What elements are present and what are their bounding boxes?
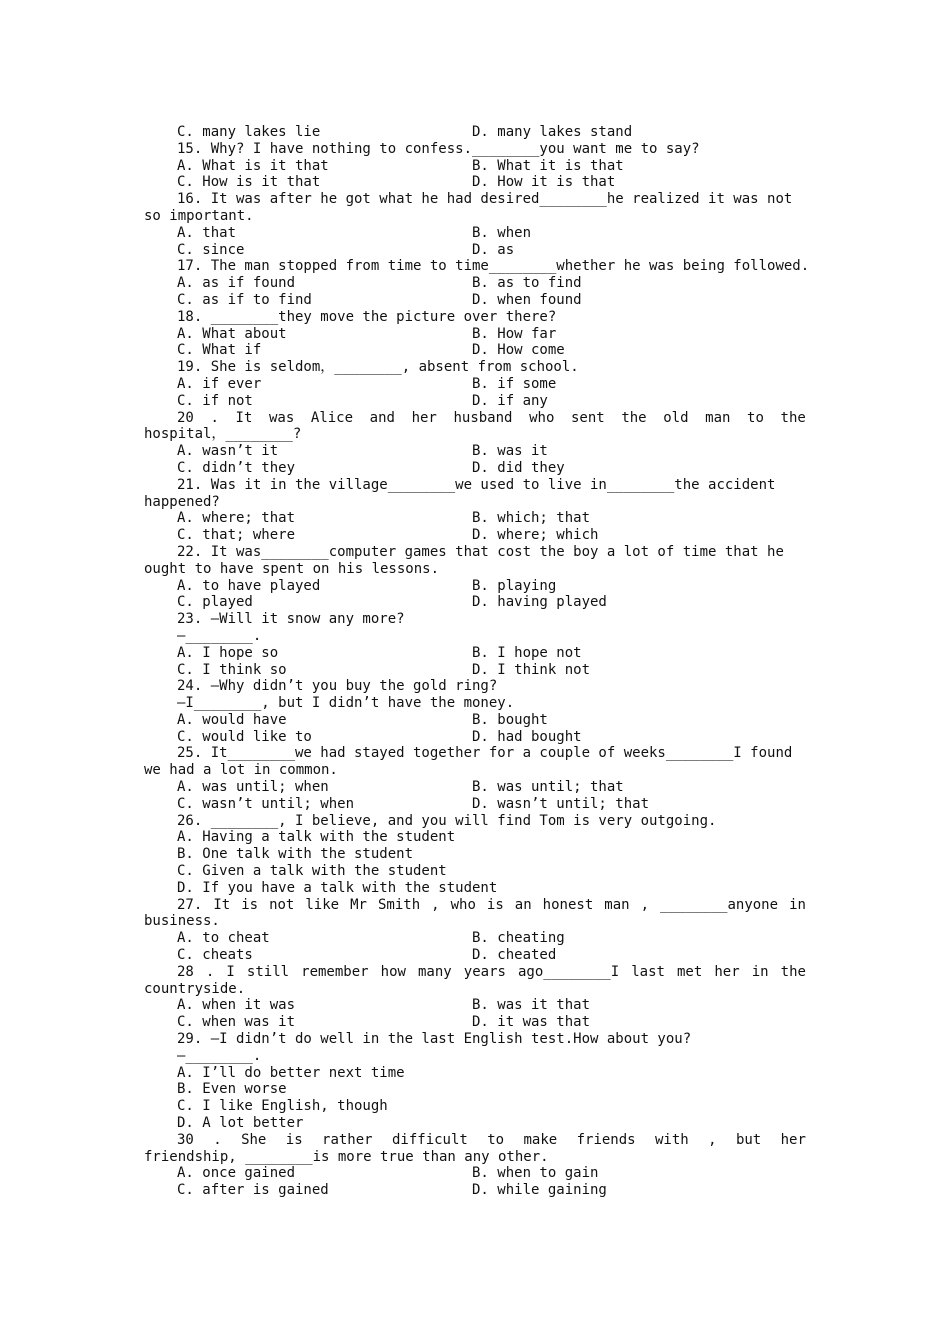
line-text: countryside.	[144, 980, 246, 997]
option-row	[144, 729, 806, 746]
question-continuation	[144, 208, 806, 225]
question-line	[144, 611, 806, 628]
line-text: friendship, ________is more true than any other.	[144, 1148, 549, 1165]
line-text	[177, 897, 806, 914]
option-right: D. cheated	[472, 947, 557, 964]
line-text: B. Even worse	[177, 1081, 287, 1098]
option-left: C. wasn’t until; when	[177, 795, 355, 812]
option-left: A. to have played	[177, 577, 321, 594]
option-right: D. had bought	[472, 728, 582, 745]
line-text: so important.	[144, 207, 254, 224]
question-line	[144, 678, 806, 695]
option-right: B. bought	[472, 711, 548, 728]
word: I	[226, 963, 235, 980]
option-row	[144, 124, 806, 141]
question-line	[144, 258, 810, 275]
question-list	[144, 124, 810, 1199]
word: who	[450, 896, 476, 913]
word: make	[523, 1131, 558, 1148]
word: her	[714, 963, 740, 980]
word: like	[305, 896, 340, 913]
word: remember	[301, 963, 369, 980]
option-row	[144, 443, 806, 460]
option-right: D. it was that	[472, 1014, 591, 1031]
option-left: C. didn’t they	[177, 459, 296, 476]
option-left: A. when it was	[177, 997, 296, 1014]
line-text: 23. —Will it snow any more?	[177, 611, 405, 628]
option-right: D. wasn’t until; that	[472, 795, 650, 812]
line-text: C. Given a talk with the student	[177, 863, 447, 880]
option-left: A. wasn’t it	[177, 443, 279, 460]
option-row	[144, 712, 806, 729]
question-line	[144, 745, 806, 762]
option-row	[144, 158, 806, 175]
word: friends	[576, 1131, 636, 1148]
word: Mr	[350, 896, 367, 913]
option-row	[144, 527, 806, 544]
line-text: 26. ________, I believe, and you will find Tom is very outgoing.	[177, 812, 717, 829]
option-right: B. if some	[472, 375, 557, 392]
option-right: D. having played	[472, 594, 607, 611]
option-row	[144, 930, 806, 947]
option-right: B. How far	[472, 325, 557, 342]
word: Smith	[377, 896, 421, 913]
word: and	[369, 409, 395, 426]
option-row	[144, 578, 806, 595]
option-left: A. if ever	[177, 375, 262, 392]
option-row	[144, 1014, 806, 1031]
word: the	[780, 963, 806, 980]
question-continuation	[144, 494, 806, 511]
option-row	[144, 997, 806, 1014]
question-line	[144, 1132, 806, 1149]
word: ________anyone	[660, 896, 779, 913]
option-row	[144, 376, 806, 393]
option-right: B. playing	[472, 577, 557, 594]
option-left: C. many lakes lie	[177, 124, 321, 140]
word: still	[246, 963, 290, 980]
option-left: C. would like to	[177, 728, 312, 745]
question-line	[144, 477, 806, 494]
option-right: D. while gaining	[472, 1182, 607, 1199]
option-right: D. when found	[472, 291, 582, 308]
line-text: —________.	[177, 1047, 262, 1064]
question-line	[144, 544, 806, 561]
word: who	[529, 409, 555, 426]
line-text: ought to have spent on his lessons.	[144, 560, 440, 577]
question-line	[144, 628, 806, 645]
option-left: A. that	[177, 224, 237, 241]
option-right: B. What it is that	[472, 157, 624, 174]
option-right: B. was it	[472, 443, 548, 460]
line-text: D. If you have a talk with the student	[177, 879, 498, 896]
question-line	[144, 829, 806, 846]
option-row	[144, 275, 806, 292]
line-text: A. Having a talk with the student	[177, 829, 456, 846]
line-text: 19. She is seldom，________, absent from school.	[177, 359, 579, 376]
word: honest	[542, 896, 594, 913]
option-left: A. to cheat	[177, 930, 270, 947]
word: the	[780, 409, 806, 426]
word: in	[789, 896, 806, 913]
word: She	[241, 1131, 267, 1148]
option-left: C. if not	[177, 392, 253, 409]
line-text: 25. It________we had stayed together for a couple of weeks________I found	[177, 745, 793, 762]
line-text: business.	[144, 913, 220, 930]
option-right: B. when to gain	[472, 1165, 599, 1182]
question-line	[144, 863, 806, 880]
word: man	[604, 896, 630, 913]
option-left: A. where; that	[177, 510, 296, 527]
word: ,	[640, 896, 650, 913]
option-row	[144, 510, 806, 527]
option-row	[144, 662, 806, 679]
question-line	[144, 1065, 806, 1082]
line-text: 24. —Why didn’t you buy the gold ring?	[177, 678, 498, 695]
option-right: D. I think not	[472, 661, 591, 678]
word: her	[411, 409, 437, 426]
word: not	[269, 896, 295, 913]
word: many	[418, 963, 452, 980]
option-right: D. did they	[472, 459, 565, 476]
question-line	[144, 964, 806, 981]
option-left: A. as if found	[177, 275, 296, 292]
option-left: C. cheats	[177, 947, 253, 964]
line-text: 29. —I didn’t do well in the last English test.How about you?	[177, 1031, 692, 1048]
line-text: we had a lot in common.	[144, 762, 338, 779]
line-text: A. I’ll do better next time	[177, 1064, 405, 1081]
word: is	[241, 896, 259, 913]
word: It	[213, 896, 231, 913]
option-right: D. where; which	[472, 527, 599, 544]
word: 30	[177, 1131, 194, 1148]
option-right: D. as	[472, 241, 515, 258]
word: is	[486, 896, 504, 913]
line-text: 18. ________they move the picture over there?	[177, 308, 557, 325]
option-row	[144, 947, 806, 964]
option-right: B. was it that	[472, 997, 591, 1014]
option-row	[144, 393, 806, 410]
question-line	[144, 359, 806, 376]
word: last	[631, 963, 665, 980]
word: to	[487, 1131, 505, 1148]
option-right: B. which; that	[472, 510, 591, 527]
word: It	[235, 409, 253, 426]
line-text: —I________, but I didn’t have the money.	[177, 695, 515, 712]
option-left: C. when was it	[177, 1014, 296, 1031]
word: years	[463, 963, 506, 980]
option-right: B. I hope not	[472, 644, 582, 661]
question-continuation	[144, 1149, 806, 1166]
word: old	[663, 409, 689, 426]
option-left: A. I hope so	[177, 644, 279, 661]
word: how	[380, 963, 406, 980]
option-row	[144, 1182, 806, 1199]
option-row	[144, 796, 806, 813]
question-line	[144, 813, 806, 830]
word: was	[268, 409, 295, 426]
line-text: 22. It was________computer games that cost the boy a lot of time that he	[177, 543, 784, 560]
line-text: B. One talk with the student	[177, 846, 414, 863]
question-line	[144, 1081, 806, 1098]
line-text: 17. The man stopped from time to time________whether he was being followed.	[177, 258, 810, 275]
word: is	[285, 1131, 303, 1148]
word: Alice	[310, 409, 354, 426]
option-left: A. was until; when	[177, 779, 329, 796]
option-row	[144, 460, 806, 477]
question-line	[144, 1098, 806, 1115]
option-left: C. as if to find	[177, 291, 312, 308]
word: husband	[453, 409, 513, 426]
line-text: C. I like English, though	[177, 1098, 388, 1115]
question-line	[144, 846, 806, 863]
word: in	[751, 963, 769, 980]
question-line	[144, 897, 806, 914]
option-row	[144, 594, 806, 611]
option-left: C. What if	[177, 342, 262, 359]
word: .	[210, 409, 219, 426]
option-left: C. after is gained	[177, 1182, 329, 1199]
question-continuation	[144, 762, 806, 779]
question-line	[144, 1048, 806, 1065]
option-row	[144, 326, 806, 343]
word: met	[677, 963, 703, 980]
word: rather	[322, 1131, 373, 1148]
option-left: A. What is it that	[177, 157, 329, 174]
question-line	[144, 1115, 806, 1132]
option-right: B. was until; that	[472, 779, 624, 796]
option-left: C. How is it that	[177, 174, 321, 191]
word: the	[621, 409, 647, 426]
word: to	[747, 409, 764, 426]
option-row	[144, 342, 806, 359]
question-line	[144, 141, 806, 158]
option-right: D. How it is that	[472, 174, 616, 191]
word: an	[514, 896, 532, 913]
question-continuation	[144, 561, 806, 578]
option-row	[144, 242, 806, 259]
question-line	[144, 410, 806, 427]
question-continuation	[144, 981, 806, 998]
option-left: A. once gained	[177, 1165, 296, 1182]
word: ago________I	[518, 963, 620, 980]
option-row	[144, 645, 806, 662]
word: .	[205, 963, 215, 980]
option-right: D. if any	[472, 392, 548, 409]
option-left: A. would have	[177, 711, 287, 728]
option-row	[144, 174, 806, 191]
word: sent	[571, 409, 605, 426]
word: with	[655, 1131, 689, 1148]
word: 20	[177, 409, 194, 426]
line-text	[177, 410, 806, 427]
line-text: 21. Was it in the village________we used to live in________the accident	[177, 476, 776, 493]
option-right: B. cheating	[472, 930, 565, 947]
line-text: 15. Why? I have nothing to confess.________you want me to say?	[177, 140, 700, 157]
line-text: 16. It was after he got what he had desired________he realized it was not	[177, 191, 793, 208]
option-row	[144, 779, 806, 796]
option-left: A. What about	[177, 325, 287, 342]
option-left: C. I think so	[177, 661, 287, 678]
question-line	[144, 1031, 806, 1048]
question-line	[144, 309, 806, 326]
option-right: D. How come	[472, 342, 565, 359]
word: 28	[177, 963, 194, 980]
word: 27.	[177, 896, 203, 913]
line-text	[177, 1132, 806, 1149]
option-left: C. played	[177, 594, 253, 611]
option-row	[144, 1165, 806, 1182]
word: ,	[431, 896, 440, 913]
question-line	[144, 695, 806, 712]
line-text	[177, 964, 806, 981]
option-left: C. that; where	[177, 527, 296, 544]
option-right: D. many lakes stand	[472, 124, 633, 140]
option-row	[144, 292, 806, 309]
question-line	[144, 191, 806, 208]
line-text: happened?	[144, 493, 220, 510]
word: man	[705, 409, 731, 426]
word: her	[780, 1131, 806, 1148]
line-text: —________.	[177, 627, 262, 644]
line-text: D. A lot better	[177, 1115, 304, 1132]
question-continuation	[144, 913, 806, 930]
line-text: hospital，________?	[144, 426, 302, 443]
word: but	[735, 1131, 762, 1148]
word: .	[213, 1131, 222, 1148]
option-left: C. since	[177, 241, 245, 258]
word: ,	[708, 1131, 717, 1148]
question-continuation	[144, 426, 806, 443]
word: difficult	[391, 1131, 468, 1148]
option-right: B. as to find	[472, 275, 582, 292]
option-right: B. when	[472, 224, 532, 241]
option-row	[144, 225, 806, 242]
question-line	[144, 880, 806, 897]
